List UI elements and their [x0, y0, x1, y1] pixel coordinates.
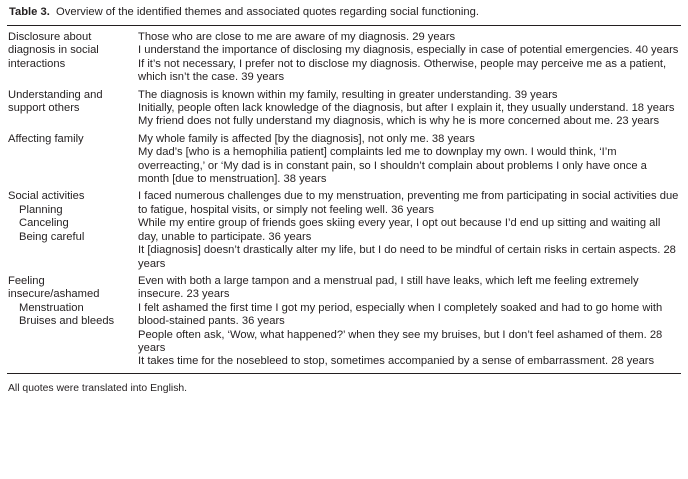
theme-cell — [7, 190, 138, 270]
table-label: Table 3. — [9, 6, 50, 18]
table-row — [7, 275, 681, 369]
quotes-cell — [138, 133, 681, 187]
quote: While my entire group of friends goes skiing every year, I opt out because I’d end up sitting and waiting all day, unable to participate. 36 years — [138, 217, 661, 243]
quote: I felt ashamed the first time I got my period, especially when I completely soaked and had to go home with blood-stained pants. 36 years — [138, 301, 663, 328]
table-row — [7, 133, 681, 187]
table-row — [7, 31, 681, 85]
theme-title: Affecting family — [8, 132, 84, 145]
quote: People often ask, ‘Wow, what happened?’ when they see my bruises, but I don’t feel ashamed of them. 28 years — [138, 328, 663, 354]
quote: My dad’s [who is a hemophilia patient] complaints led me to downplay my own. I would think, ‘I’m overreacting,’ or ‘My dad is in constant pain, so I shouldn’t complain about problems I only have once a month [due to menstruation]. 38 years — [138, 146, 647, 186]
quote: My friend does not fully understand my diagnosis, which is why he is more concerned about me. 23 years — [138, 115, 660, 128]
subtheme: Planning — [19, 203, 63, 216]
quotes-cell — [138, 275, 681, 369]
subtheme: Being careful — [19, 230, 85, 243]
theme-cell — [7, 89, 138, 129]
quotes-cell — [138, 31, 681, 85]
table-row — [7, 190, 681, 270]
table-row — [7, 89, 681, 129]
table-body — [7, 26, 681, 373]
quote: It [diagnosis] doesn’t drastically alter my life, but I do need to be mindful of certain risks in certain aspects. 28 years — [138, 244, 676, 270]
theme-cell — [7, 275, 138, 369]
theme-title: Social activities — [8, 190, 85, 203]
theme-title: Understanding and support others — [8, 88, 103, 115]
quote: If it’s not necessary, I prefer not to disclose my diagnosis. Otherwise, people may perceive me as a patient, which isn’t the case. 39 years — [138, 57, 667, 84]
quote: The diagnosis is known within my family, resulting in greater understanding. 39 years — [138, 88, 558, 101]
table-caption — [9, 5, 681, 19]
theme-title: Disclosure about diagnosis in social interactions — [8, 31, 99, 70]
table-title: Overview of the identified themes and associated quotes regarding social functioning. — [56, 6, 479, 18]
quote: Even with both a large tampon and a menstrual pad, I still have leaks, which left me feeling extremely insecure. 23 years — [138, 274, 639, 301]
quotes-cell — [138, 89, 681, 129]
bottom-rule — [7, 373, 681, 374]
quote: Initially, people often lack knowledge of the diagnosis, but after I explain it, they usually understand. 18 years — [138, 102, 675, 115]
subtheme: Bruises and bleeds — [19, 315, 115, 328]
quote: It takes time for the nosebleed to stop, sometimes accompanied by a sense of embarrassment. 28 years — [138, 355, 655, 368]
table-footnote: All quotes were translated into English. — [8, 382, 188, 394]
quote: Those who are close to me are aware of my diagnosis. 29 years — [138, 31, 456, 43]
theme-title: Feeling insecure/ashamed — [8, 274, 100, 301]
theme-cell — [7, 133, 138, 187]
quote: I faced numerous challenges due to my menstruation, preventing me from participating in social activities due to fatigue, hospital visits, or simply not feeling well. 36 years — [138, 190, 679, 216]
theme-cell — [7, 31, 138, 85]
quote: I understand the importance of disclosing my diagnosis, especially in case of potential emergencies. 40 years — [138, 44, 679, 57]
quote: My whole family is affected [by the diagnosis], not only me. 38 years — [138, 132, 475, 145]
subtheme: Canceling — [19, 217, 69, 230]
subtheme: Menstruation — [19, 301, 84, 314]
quotes-cell — [138, 190, 681, 270]
